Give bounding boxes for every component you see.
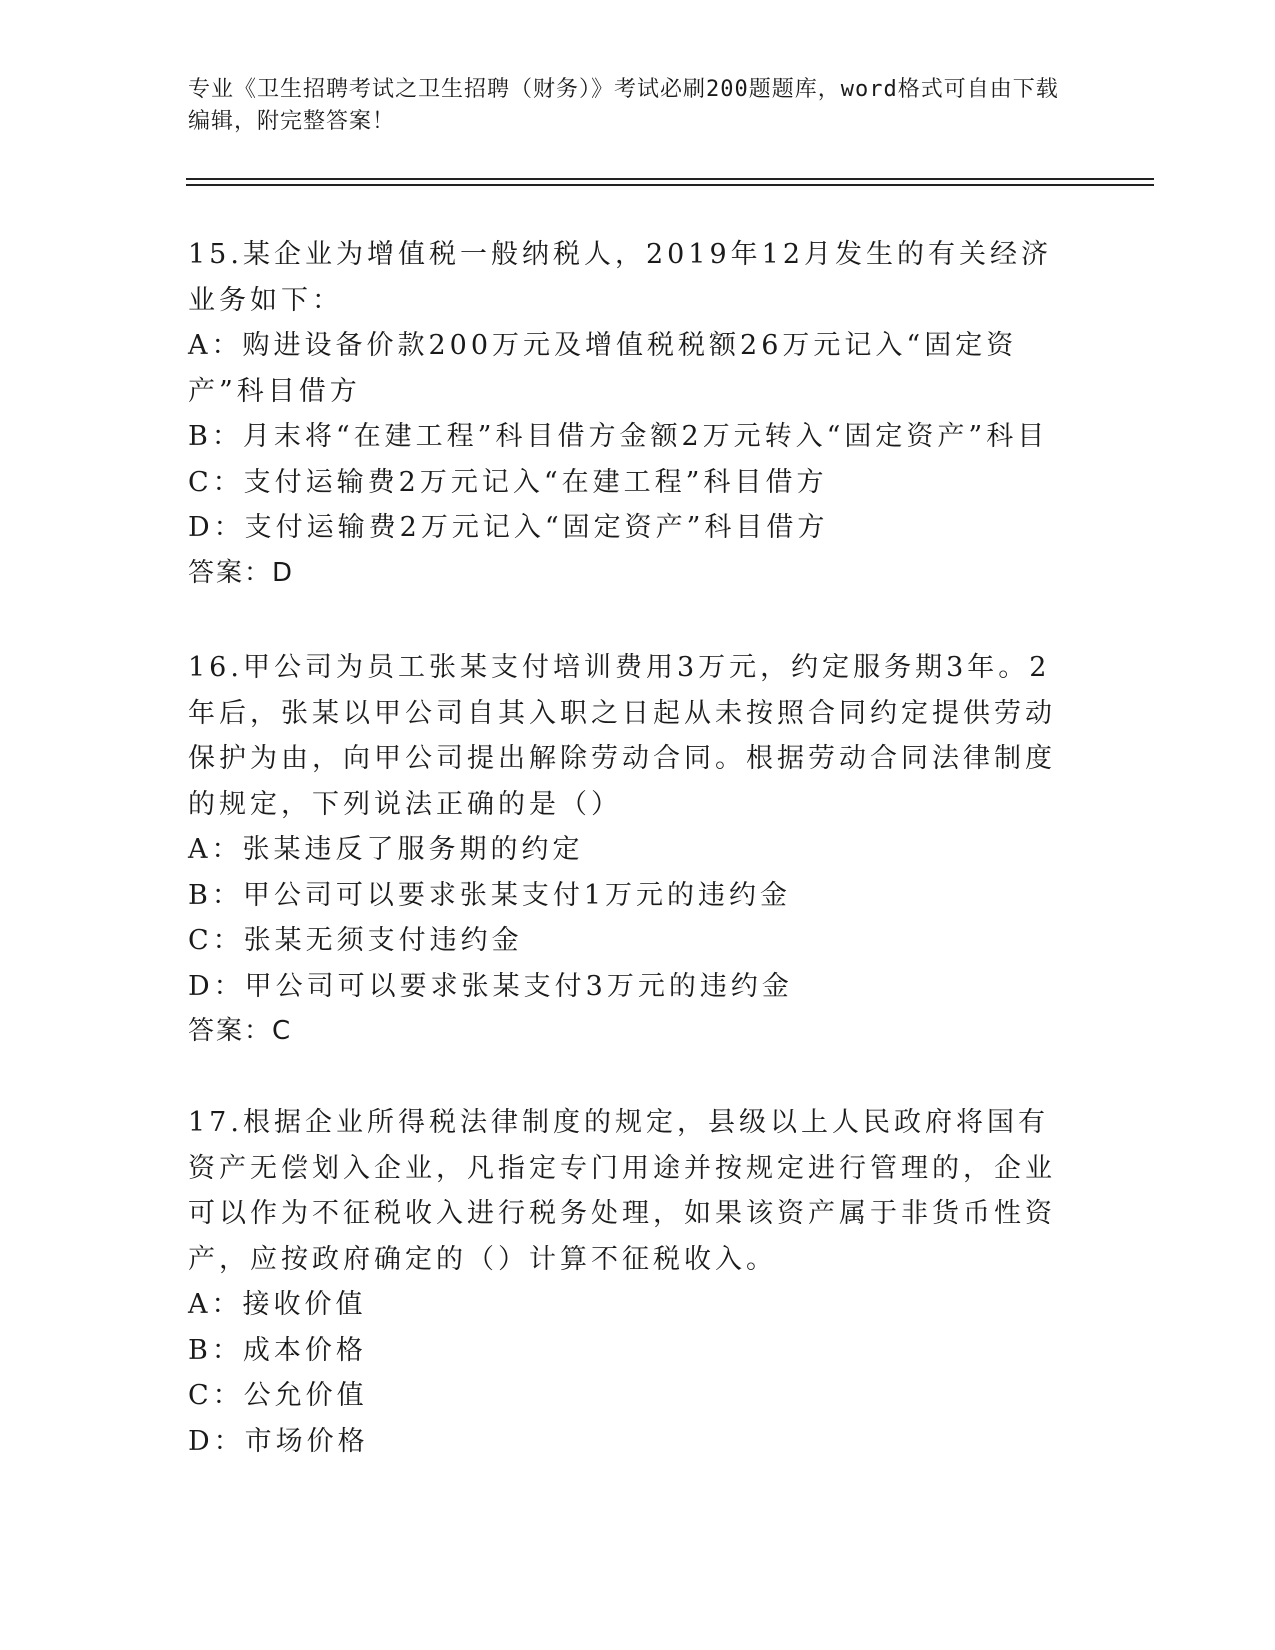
option-b: B：甲公司可以要求张某支付1万元的违约金: [188, 879, 792, 911]
option-c: C：公允价值: [188, 1380, 368, 1411]
answer-label: 答案：D: [188, 557, 295, 588]
question-16: [188, 645, 1068, 1055]
option-b: B：月末将“在建工程”科目借方金额2万元转入“固定资产”科目: [188, 421, 1049, 452]
header-divider-top: [186, 178, 1154, 180]
question-stem: 16.甲公司为员工张某支付培训费用3万元，约定服务期3年。2年后，张某以甲公司自其入职之日起从未按照合同约定提供劳动保护为由，向甲公司提出解除劳动合同。根据劳动合同法律制度的规定，下列说法正确的是（）: [188, 652, 1056, 820]
option-c: C：支付运输费2万元记入“在建工程”科目借方: [188, 466, 828, 498]
option-a: A：张某违反了服务期的约定: [188, 834, 584, 865]
question-stem: 17.根据企业所得税法律制度的规定，县级以上人民政府将国有资产无偿划入企业，凡指定专门用途并按规定进行管理的，企业可以作为不征税收入进行税务处理，如果该资产属于非货币性资产，应按政府确定的（）计算不征税收入。: [188, 1107, 1056, 1275]
question-17: [188, 1100, 1068, 1464]
answer-label: 答案：C: [188, 1016, 293, 1046]
option-c: C：张某无须支付违约金: [188, 925, 523, 956]
document-header: 专业《卫生招聘考试之卫生招聘（财务）》考试必刷200题题库，word格式可自由下载编辑，附完整答案！: [188, 77, 1059, 134]
question-stem: 15.某企业为增值税一般纳税人，2019年12月发生的有关经济业务如下：: [188, 239, 1053, 316]
option-b: B：成本价格: [188, 1334, 367, 1366]
option-d: D：市场价格: [188, 1425, 369, 1457]
question-15: [188, 232, 1068, 596]
option-a: A：购进设备价款200万元及增值税税额26万元记入“固定资产”科目借方: [188, 330, 1018, 407]
option-d: D：支付运输费2万元记入“固定资产”科目借方: [188, 512, 829, 543]
option-d: D：甲公司可以要求张某支付3万元的违约金: [188, 970, 793, 1002]
option-a: A：接收价值: [188, 1289, 367, 1320]
header-divider-bottom: [186, 184, 1154, 186]
